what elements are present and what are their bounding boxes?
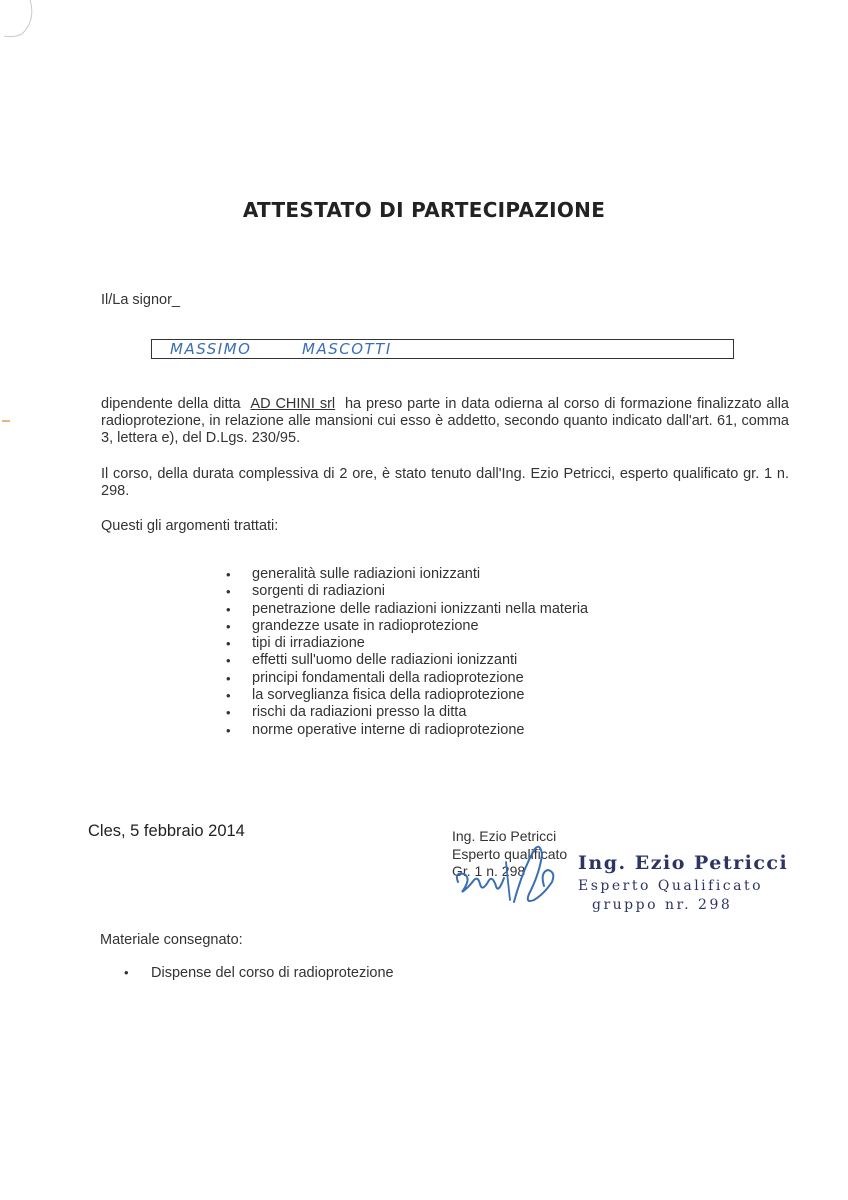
signatory-group: Gr. 1 n. 298 xyxy=(452,863,526,879)
list-item: • grandezze usate in radioprotezione xyxy=(226,618,588,635)
list-item: • tipi di irradiazione xyxy=(226,635,588,652)
margin-mark xyxy=(2,420,10,422)
stamp-group: gruppo nr. 298 xyxy=(592,897,733,913)
list-item: • effetti sull'uomo delle radiazioni ionizzanti xyxy=(226,652,588,669)
employment-suffix: ha preso parte in data odierna al corso di formazione finalizzato alla radioprotezione, in relazione alle mansioni cui esso è addetto, secondo quanto indicato dall'art. 61, comma 3, lettera e), del D.Lgs. 230/95. xyxy=(101,396,789,446)
participant-name-box xyxy=(151,339,734,359)
materials-list xyxy=(124,965,394,981)
list-item: • Dispense del corso di radioprotezione xyxy=(124,965,394,981)
list-item: • norme operative interne di radioprotezione xyxy=(226,722,588,739)
signatory-name: Ing. Ezio Petricci xyxy=(452,828,557,844)
course-info: Il corso, della durata complessiva di 2 ore, è stato tenuto dall'Ing. Ezio Petricci, esperto qualificato gr. 1 n. 298. xyxy=(101,466,789,499)
participant-last-name: MASCOTTI xyxy=(302,340,392,358)
company-name: AD CHINI srl xyxy=(250,396,336,412)
list-item: • generalità sulle radiazioni ionizzanti xyxy=(226,566,588,583)
employment-prefix: dipendente della ditta xyxy=(101,396,241,412)
employment-paragraph xyxy=(101,396,789,447)
list-item: • principi fondamentali della radioprotezione xyxy=(226,670,588,687)
list-item: • sorgenti di radiazioni xyxy=(226,583,588,600)
topics-list xyxy=(226,566,588,739)
materials-label: Materiale consegnato: xyxy=(100,932,243,948)
handwritten-signature xyxy=(444,842,584,912)
stamp-role: Esperto Qualificato xyxy=(578,878,764,894)
page-title: ATTESTATO DI PARTECIPAZIONE xyxy=(242,198,606,222)
list-item: • penetrazione delle radiazioni ionizzanti nella materia xyxy=(226,601,588,618)
place-date: Cles, 5 febbraio 2014 xyxy=(88,822,245,840)
scan-corner-mark xyxy=(0,0,40,40)
list-item: • la sorveglianza fisica della radioprotezione xyxy=(226,687,588,704)
list-item: • rischi da radiazioni presso la ditta xyxy=(226,704,588,721)
signor-label: Il/La signor_ xyxy=(101,292,180,308)
topics-label: Questi gli argomenti trattati: xyxy=(101,518,279,534)
participant-first-name: MASSIMO xyxy=(170,340,252,358)
stamp-name: Ing. Ezio Petricci xyxy=(578,852,789,874)
official-stamp xyxy=(578,852,788,913)
signatory-role: Esperto qualificato xyxy=(452,845,568,862)
